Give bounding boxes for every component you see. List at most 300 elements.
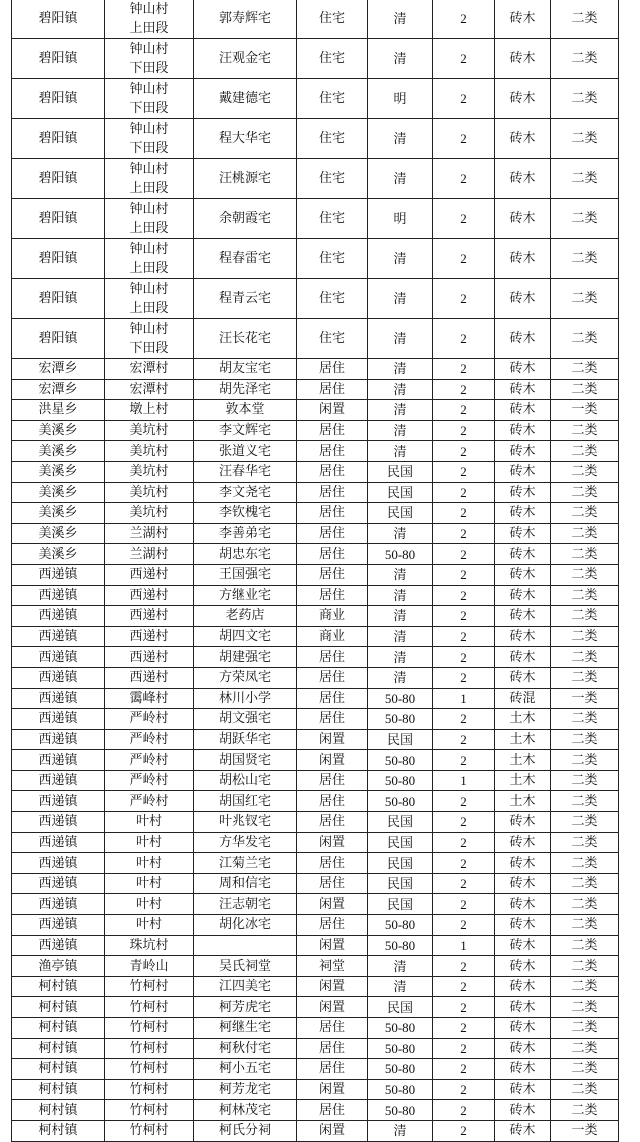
town-cell: 柯村镇 bbox=[12, 1120, 105, 1141]
grade-cell: 二类 bbox=[551, 159, 619, 199]
grade-cell: 二类 bbox=[551, 420, 619, 441]
table-row bbox=[12, 1100, 619, 1121]
building-name-cell: 程青云宅 bbox=[194, 279, 297, 319]
grade-cell: 二类 bbox=[551, 997, 619, 1018]
table-row bbox=[12, 647, 619, 668]
era-cell: 清 bbox=[368, 976, 433, 997]
floors-cell: 2 bbox=[433, 812, 495, 833]
grade-cell: 二类 bbox=[551, 119, 619, 159]
table-row bbox=[12, 915, 619, 936]
village-line: 上田段 bbox=[129, 180, 169, 196]
era-cell: 民国 bbox=[368, 482, 433, 503]
table-row bbox=[12, 359, 619, 380]
village-cell bbox=[105, 279, 194, 319]
building-name-cell: 敦本堂 bbox=[194, 400, 297, 421]
town-cell: 西递镇 bbox=[12, 688, 105, 709]
use-cell: 居住 bbox=[297, 482, 368, 503]
village-line: 美坑村 bbox=[129, 464, 169, 480]
table-row bbox=[12, 79, 619, 119]
village-line: 竹柯村 bbox=[129, 1123, 169, 1139]
structure-cell: 砖木 bbox=[495, 119, 551, 159]
use-cell: 商业 bbox=[297, 606, 368, 627]
structure-cell: 砖木 bbox=[495, 239, 551, 279]
village-line: 竹柯村 bbox=[129, 1040, 169, 1056]
structure-cell: 砖混 bbox=[495, 688, 551, 709]
town-cell: 西递镇 bbox=[12, 667, 105, 688]
floors-cell: 2 bbox=[433, 791, 495, 812]
building-name-cell: 胡四文宅 bbox=[194, 626, 297, 647]
building-name-cell: 柯芳龙宅 bbox=[194, 1079, 297, 1100]
grade-cell: 二类 bbox=[551, 503, 619, 524]
grade-cell: 二类 bbox=[551, 647, 619, 668]
village-line: 宏潭村 bbox=[129, 361, 169, 377]
use-cell: 居住 bbox=[297, 359, 368, 380]
use-cell: 闲置 bbox=[297, 400, 368, 421]
village-cell bbox=[105, 441, 194, 462]
village-line: 西递村 bbox=[129, 587, 169, 603]
era-cell: 清 bbox=[368, 379, 433, 400]
building-name-cell: 王国强宅 bbox=[194, 564, 297, 585]
building-name-cell: 张道义宅 bbox=[194, 441, 297, 462]
village-line: 美坑村 bbox=[129, 505, 169, 521]
village-line: 叶村 bbox=[135, 896, 162, 912]
structure-cell: 土木 bbox=[495, 791, 551, 812]
table-row bbox=[12, 564, 619, 585]
era-cell: 民国 bbox=[368, 894, 433, 915]
grade-cell: 二类 bbox=[551, 199, 619, 239]
grade-cell: 二类 bbox=[551, 239, 619, 279]
village-cell bbox=[105, 159, 194, 199]
village-line: 美坑村 bbox=[129, 443, 169, 459]
era-cell: 50-80 bbox=[368, 688, 433, 709]
town-cell: 柯村镇 bbox=[12, 1079, 105, 1100]
village-cell bbox=[105, 626, 194, 647]
floors-cell: 2 bbox=[433, 461, 495, 482]
structure-cell: 砖木 bbox=[495, 935, 551, 956]
town-cell: 美溪乡 bbox=[12, 420, 105, 441]
village-line: 钟山村 bbox=[129, 321, 169, 337]
floors-cell: 2 bbox=[433, 709, 495, 730]
era-cell: 清 bbox=[368, 626, 433, 647]
building-name-cell: 柯秋付宅 bbox=[194, 1038, 297, 1059]
table-row bbox=[12, 420, 619, 441]
village-cell bbox=[105, 319, 194, 359]
use-cell: 闲置 bbox=[297, 729, 368, 750]
grade-cell: 二类 bbox=[551, 1059, 619, 1080]
era-cell: 清 bbox=[368, 523, 433, 544]
document-page bbox=[11, 0, 618, 1142]
building-name-cell: 叶兆钗宅 bbox=[194, 812, 297, 833]
grade-cell: 二类 bbox=[551, 523, 619, 544]
building-name-cell: 方华发宅 bbox=[194, 832, 297, 853]
structure-cell: 砖木 bbox=[495, 626, 551, 647]
building-name-cell: 胡化冰宅 bbox=[194, 915, 297, 936]
floors-cell: 2 bbox=[433, 523, 495, 544]
village-line: 钟山村 bbox=[129, 161, 169, 177]
village-cell bbox=[105, 976, 194, 997]
era-cell: 民国 bbox=[368, 812, 433, 833]
village-line: 墩上村 bbox=[129, 402, 169, 418]
structure-cell: 砖木 bbox=[495, 1018, 551, 1039]
building-name-cell: 胡忠东宅 bbox=[194, 544, 297, 565]
building-name-cell: 郭寿辉宅 bbox=[194, 0, 297, 39]
table-row bbox=[12, 1038, 619, 1059]
town-cell: 美溪乡 bbox=[12, 523, 105, 544]
structure-cell: 砖木 bbox=[495, 482, 551, 503]
era-cell: 50-80 bbox=[368, 915, 433, 936]
village-line: 叶村 bbox=[135, 855, 162, 871]
grade-cell: 二类 bbox=[551, 873, 619, 894]
town-cell: 柯村镇 bbox=[12, 1038, 105, 1059]
floors-cell: 2 bbox=[433, 359, 495, 380]
village-line: 下田段 bbox=[129, 100, 169, 116]
table-row bbox=[12, 482, 619, 503]
village-line: 宏潭村 bbox=[129, 381, 169, 397]
village-line: 钟山村 bbox=[129, 41, 169, 57]
use-cell: 居住 bbox=[297, 503, 368, 524]
era-cell: 清 bbox=[368, 647, 433, 668]
village-cell bbox=[105, 239, 194, 279]
use-cell: 祠堂 bbox=[297, 956, 368, 977]
floors-cell: 2 bbox=[433, 956, 495, 977]
table-row bbox=[12, 1120, 619, 1141]
structure-cell: 砖木 bbox=[495, 441, 551, 462]
era-cell: 50-80 bbox=[368, 1038, 433, 1059]
era-cell: 民国 bbox=[368, 853, 433, 874]
floors-cell: 2 bbox=[433, 1018, 495, 1039]
era-cell: 民国 bbox=[368, 461, 433, 482]
structure-cell: 砖木 bbox=[495, 159, 551, 199]
floors-cell: 2 bbox=[433, 379, 495, 400]
use-cell: 闲置 bbox=[297, 997, 368, 1018]
floors-cell: 2 bbox=[433, 400, 495, 421]
table-row bbox=[12, 750, 619, 771]
era-cell: 清 bbox=[368, 0, 433, 39]
town-cell: 碧阳镇 bbox=[12, 39, 105, 79]
village-cell bbox=[105, 873, 194, 894]
structure-cell: 砖木 bbox=[495, 523, 551, 544]
structure-cell: 砖木 bbox=[495, 1038, 551, 1059]
table-row bbox=[12, 812, 619, 833]
floors-cell: 2 bbox=[433, 119, 495, 159]
era-cell: 50-80 bbox=[368, 1079, 433, 1100]
building-name-cell: 胡国贤宅 bbox=[194, 750, 297, 771]
town-cell: 洪星乡 bbox=[12, 400, 105, 421]
grade-cell: 二类 bbox=[551, 770, 619, 791]
use-cell: 闲置 bbox=[297, 832, 368, 853]
era-cell: 民国 bbox=[368, 997, 433, 1018]
building-name-cell: 汪长花宅 bbox=[194, 319, 297, 359]
town-cell: 西递镇 bbox=[12, 626, 105, 647]
table-row bbox=[12, 832, 619, 853]
village-line: 上田段 bbox=[129, 20, 169, 36]
use-cell: 闲置 bbox=[297, 935, 368, 956]
era-cell: 清 bbox=[368, 956, 433, 977]
table-row bbox=[12, 441, 619, 462]
floors-cell: 1 bbox=[433, 688, 495, 709]
grade-cell: 二类 bbox=[551, 709, 619, 730]
use-cell: 居住 bbox=[297, 585, 368, 606]
village-cell bbox=[105, 523, 194, 544]
use-cell: 住宅 bbox=[297, 79, 368, 119]
floors-cell: 2 bbox=[433, 1059, 495, 1080]
use-cell: 居住 bbox=[297, 688, 368, 709]
era-cell: 50-80 bbox=[368, 1059, 433, 1080]
village-line: 美坑村 bbox=[129, 423, 169, 439]
town-cell: 碧阳镇 bbox=[12, 119, 105, 159]
building-name-cell: 胡松山宅 bbox=[194, 770, 297, 791]
village-cell bbox=[105, 750, 194, 771]
grade-cell: 二类 bbox=[551, 359, 619, 380]
building-name-cell: 程大华宅 bbox=[194, 119, 297, 159]
floors-cell: 2 bbox=[433, 564, 495, 585]
grade-cell: 二类 bbox=[551, 976, 619, 997]
town-cell: 西递镇 bbox=[12, 606, 105, 627]
building-name-cell: 林川小学 bbox=[194, 688, 297, 709]
town-cell: 西递镇 bbox=[12, 915, 105, 936]
era-cell: 清 bbox=[368, 279, 433, 319]
use-cell: 住宅 bbox=[297, 279, 368, 319]
structure-cell: 砖木 bbox=[495, 853, 551, 874]
table-row bbox=[12, 606, 619, 627]
structure-cell: 砖木 bbox=[495, 359, 551, 380]
use-cell: 居住 bbox=[297, 647, 368, 668]
town-cell: 碧阳镇 bbox=[12, 79, 105, 119]
village-line: 叶村 bbox=[135, 814, 162, 830]
village-cell bbox=[105, 461, 194, 482]
village-cell bbox=[105, 997, 194, 1018]
use-cell: 居住 bbox=[297, 420, 368, 441]
village-cell bbox=[105, 1100, 194, 1121]
table-row bbox=[12, 585, 619, 606]
village-line: 上田段 bbox=[129, 300, 169, 316]
grade-cell: 二类 bbox=[551, 791, 619, 812]
grade-cell: 二类 bbox=[551, 956, 619, 977]
use-cell: 居住 bbox=[297, 564, 368, 585]
floors-cell: 2 bbox=[433, 997, 495, 1018]
era-cell: 清 bbox=[368, 39, 433, 79]
grade-cell: 二类 bbox=[551, 1038, 619, 1059]
table-row bbox=[12, 119, 619, 159]
table-row bbox=[12, 997, 619, 1018]
village-line: 叶村 bbox=[135, 876, 162, 892]
structure-cell: 砖木 bbox=[495, 606, 551, 627]
floors-cell: 2 bbox=[433, 750, 495, 771]
village-cell bbox=[105, 544, 194, 565]
era-cell: 清 bbox=[368, 564, 433, 585]
structure-cell: 砖木 bbox=[495, 544, 551, 565]
building-name-cell: 老药店 bbox=[194, 606, 297, 627]
village-line: 兰湖村 bbox=[129, 526, 169, 542]
town-cell: 碧阳镇 bbox=[12, 0, 105, 39]
floors-cell: 2 bbox=[433, 159, 495, 199]
building-survey-table bbox=[11, 0, 619, 1142]
table-row bbox=[12, 39, 619, 79]
village-cell bbox=[105, 956, 194, 977]
use-cell: 居住 bbox=[297, 812, 368, 833]
floors-cell: 2 bbox=[433, 420, 495, 441]
era-cell: 50-80 bbox=[368, 1018, 433, 1039]
grade-cell: 二类 bbox=[551, 441, 619, 462]
floors-cell: 2 bbox=[433, 626, 495, 647]
town-cell: 柯村镇 bbox=[12, 976, 105, 997]
structure-cell: 土木 bbox=[495, 770, 551, 791]
village-cell bbox=[105, 39, 194, 79]
grade-cell: 一类 bbox=[551, 400, 619, 421]
structure-cell: 砖木 bbox=[495, 279, 551, 319]
village-cell bbox=[105, 729, 194, 750]
floors-cell: 2 bbox=[433, 239, 495, 279]
village-cell bbox=[105, 379, 194, 400]
use-cell: 住宅 bbox=[297, 239, 368, 279]
village-line: 钟山村 bbox=[129, 201, 169, 217]
village-line: 霭峰村 bbox=[129, 690, 169, 706]
use-cell: 居住 bbox=[297, 915, 368, 936]
use-cell: 居住 bbox=[297, 441, 368, 462]
era-cell: 清 bbox=[368, 606, 433, 627]
use-cell: 居住 bbox=[297, 853, 368, 874]
era-cell: 50-80 bbox=[368, 770, 433, 791]
village-line: 西递村 bbox=[129, 608, 169, 624]
town-cell: 西递镇 bbox=[12, 791, 105, 812]
village-line: 西递村 bbox=[129, 649, 169, 665]
village-cell bbox=[105, 832, 194, 853]
grade-cell: 二类 bbox=[551, 1100, 619, 1121]
use-cell: 住宅 bbox=[297, 319, 368, 359]
structure-cell: 土木 bbox=[495, 750, 551, 771]
era-cell: 50-80 bbox=[368, 935, 433, 956]
use-cell: 住宅 bbox=[297, 119, 368, 159]
town-cell: 美溪乡 bbox=[12, 441, 105, 462]
grade-cell: 二类 bbox=[551, 729, 619, 750]
town-cell: 碧阳镇 bbox=[12, 319, 105, 359]
table-row bbox=[12, 0, 619, 39]
table-row bbox=[12, 873, 619, 894]
era-cell: 清 bbox=[368, 441, 433, 462]
building-name-cell: 汪志朝宅 bbox=[194, 894, 297, 915]
town-cell: 西递镇 bbox=[12, 709, 105, 730]
floors-cell: 2 bbox=[433, 482, 495, 503]
village-line: 严岭村 bbox=[129, 752, 169, 768]
grade-cell: 二类 bbox=[551, 564, 619, 585]
table-row bbox=[12, 770, 619, 791]
village-line: 叶村 bbox=[135, 917, 162, 933]
era-cell: 民国 bbox=[368, 832, 433, 853]
village-cell bbox=[105, 1079, 194, 1100]
village-cell bbox=[105, 935, 194, 956]
structure-cell: 砖木 bbox=[495, 503, 551, 524]
town-cell: 柯村镇 bbox=[12, 1059, 105, 1080]
table-row bbox=[12, 503, 619, 524]
building-name-cell: 吴氏祠堂 bbox=[194, 956, 297, 977]
village-line: 上田段 bbox=[129, 220, 169, 236]
era-cell: 清 bbox=[368, 359, 433, 380]
village-line: 钟山村 bbox=[129, 281, 169, 297]
floors-cell: 2 bbox=[433, 873, 495, 894]
town-cell: 西递镇 bbox=[12, 873, 105, 894]
village-cell bbox=[105, 791, 194, 812]
era-cell: 清 bbox=[368, 119, 433, 159]
grade-cell: 一类 bbox=[551, 1120, 619, 1141]
structure-cell: 砖木 bbox=[495, 1079, 551, 1100]
use-cell: 居住 bbox=[297, 667, 368, 688]
floors-cell: 2 bbox=[433, 915, 495, 936]
structure-cell: 砖木 bbox=[495, 873, 551, 894]
table-row bbox=[12, 1079, 619, 1100]
village-cell bbox=[105, 79, 194, 119]
era-cell: 清 bbox=[368, 400, 433, 421]
use-cell: 闲置 bbox=[297, 894, 368, 915]
grade-cell: 二类 bbox=[551, 935, 619, 956]
village-cell bbox=[105, 812, 194, 833]
building-name-cell: 余朝霞宅 bbox=[194, 199, 297, 239]
building-name-cell: 江四美宅 bbox=[194, 976, 297, 997]
building-name-cell bbox=[194, 935, 297, 956]
grade-cell: 二类 bbox=[551, 894, 619, 915]
town-cell: 西递镇 bbox=[12, 729, 105, 750]
village-line: 珠坑村 bbox=[129, 937, 169, 953]
table-row bbox=[12, 279, 619, 319]
town-cell: 西递镇 bbox=[12, 832, 105, 853]
grade-cell: 二类 bbox=[551, 0, 619, 39]
floors-cell: 2 bbox=[433, 319, 495, 359]
era-cell: 清 bbox=[368, 159, 433, 199]
building-name-cell: 柯林茂宅 bbox=[194, 1100, 297, 1121]
village-line: 竹柯村 bbox=[129, 1061, 169, 1077]
era-cell: 民国 bbox=[368, 729, 433, 750]
town-cell: 西递镇 bbox=[12, 750, 105, 771]
era-cell: 民国 bbox=[368, 503, 433, 524]
era-cell: 50-80 bbox=[368, 709, 433, 730]
grade-cell: 二类 bbox=[551, 606, 619, 627]
structure-cell: 砖木 bbox=[495, 832, 551, 853]
structure-cell: 砖木 bbox=[495, 39, 551, 79]
era-cell: 50-80 bbox=[368, 791, 433, 812]
town-cell: 西递镇 bbox=[12, 853, 105, 874]
use-cell: 商业 bbox=[297, 626, 368, 647]
town-cell: 碧阳镇 bbox=[12, 159, 105, 199]
village-cell bbox=[105, 564, 194, 585]
table-row bbox=[12, 709, 619, 730]
table-row bbox=[12, 688, 619, 709]
grade-cell: 一类 bbox=[551, 688, 619, 709]
use-cell: 居住 bbox=[297, 1018, 368, 1039]
building-name-cell: 柯氏分祠 bbox=[194, 1120, 297, 1141]
structure-cell: 土木 bbox=[495, 729, 551, 750]
village-cell bbox=[105, 0, 194, 39]
village-line: 下田段 bbox=[129, 340, 169, 356]
grade-cell: 二类 bbox=[551, 626, 619, 647]
use-cell: 居住 bbox=[297, 1038, 368, 1059]
village-cell bbox=[105, 585, 194, 606]
building-name-cell: 胡跃华宅 bbox=[194, 729, 297, 750]
structure-cell: 砖木 bbox=[495, 420, 551, 441]
table-row bbox=[12, 729, 619, 750]
table-row bbox=[12, 935, 619, 956]
era-cell: 50-80 bbox=[368, 1100, 433, 1121]
structure-cell: 砖木 bbox=[495, 1100, 551, 1121]
town-cell: 美溪乡 bbox=[12, 544, 105, 565]
era-cell: 民国 bbox=[368, 873, 433, 894]
village-line: 竹柯村 bbox=[129, 1082, 169, 1098]
floors-cell: 2 bbox=[433, 199, 495, 239]
building-name-cell: 程春雷宅 bbox=[194, 239, 297, 279]
floors-cell: 2 bbox=[433, 1100, 495, 1121]
floors-cell: 2 bbox=[433, 1079, 495, 1100]
town-cell: 西递镇 bbox=[12, 812, 105, 833]
era-cell: 清 bbox=[368, 239, 433, 279]
structure-cell: 砖木 bbox=[495, 585, 551, 606]
